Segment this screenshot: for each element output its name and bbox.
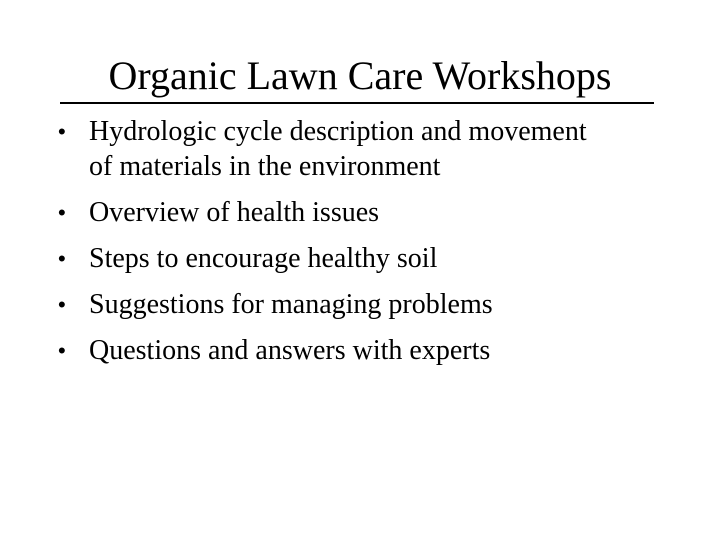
slide-title: Organic Lawn Care Workshops (108, 53, 612, 98)
bullet-item-3 (58, 241, 678, 276)
bullet-text-line: Suggestions for managing problems (89, 289, 493, 320)
bullet-item-4 (58, 287, 678, 322)
bullet-text-line: of materials in the environment (89, 151, 441, 182)
bullet-icon: • (58, 200, 66, 225)
bullet-text-line: Overview of health issues (89, 197, 380, 228)
bullet-list (58, 114, 678, 379)
bullet-item-1 (58, 114, 678, 184)
bullet-text-line: Hydrologic cycle description and movement (89, 116, 587, 147)
title-underline (60, 102, 654, 104)
bullet-icon: • (58, 119, 66, 144)
bullet-icon: • (58, 292, 66, 317)
bullet-item-2 (58, 195, 678, 230)
bullet-text-line: Steps to encourage healthy soil (89, 243, 438, 274)
bullet-item-5 (58, 333, 678, 368)
bullet-icon: • (58, 246, 66, 271)
bullet-icon: • (58, 338, 66, 363)
bullet-text-line: Questions and answers with experts (89, 335, 491, 366)
